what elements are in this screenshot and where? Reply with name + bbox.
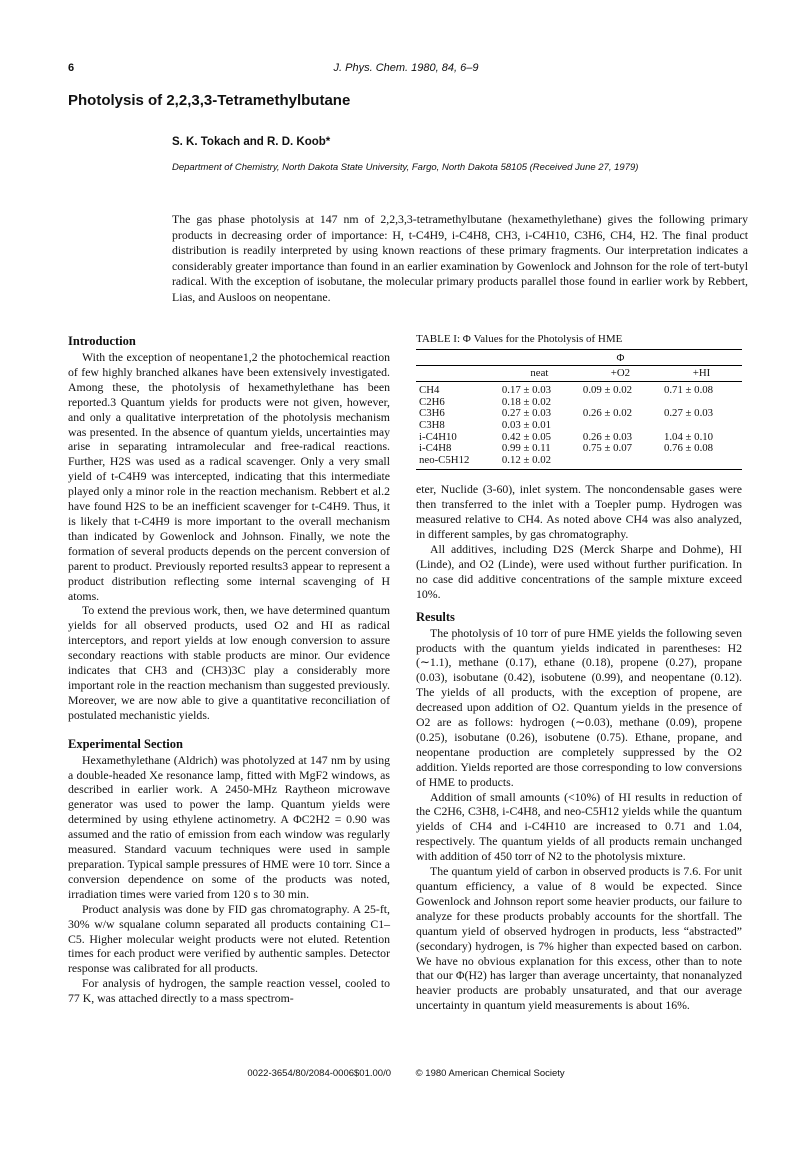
table-cell: 0.26 ± 0.02: [582, 407, 633, 420]
table-cell-product: CH4: [419, 384, 440, 397]
table-cell: [580, 420, 661, 432]
table-cell-product: C3H6: [419, 407, 445, 420]
experimental-paragraph-4: eter, Nuclide (3-60), inlet system. The noncondensable gases were then transferred to the inlet with a Toepler pump. Hydrogen was measured relative to CH4. As noted above CH4 was also analyzed, in different samples, by gas chromatography.: [416, 482, 742, 542]
table-cell: 0.71 ± 0.08: [663, 384, 714, 397]
results-paragraph-1: The photolysis of 10 torr of pure HME yields the following seven products with the quantum yields indicated in parentheses: H2 (∼1.1), methane (0.17), ethane (0.18), propene (0.27), propane (0.03), isobutane (0.42), isobutene (0.99), and neopentane (0.12). The yields of all products, with the exception of propene, are decreased upon addition of O2. Quantum yields in the presence of O2 are as follows: hydrogen (∼0.03), methane (0.09), propene (0.25), isobutane (0.26), isobutene (0.75). Ethane, propane, and neopentane production are completely suppressed by the O2 addition. Yields reported are those corresponding to low conversions of HME to products.: [416, 625, 742, 789]
journal-citation: J. Phys. Chem. 1980, 84, 6–9: [333, 62, 479, 74]
table-column-header: +HI: [661, 365, 742, 382]
table-row: [416, 443, 742, 455]
table-cell: 0.09 ± 0.02: [582, 384, 633, 397]
article-title: Photolysis of 2,2,3,3-Tetramethylbutane: [68, 92, 351, 109]
table-cell-product: i-C4H10: [419, 430, 457, 443]
affiliation: Department of Chemistry, North Dakota State University, Fargo, North Dakota 58105 (Received June 27, 1979): [172, 162, 639, 173]
results-paragraph-2: Addition of small amounts (<10%) of HI results in reduction of the C2H6, C3H8, i-C4H8, and neo-C5H12 yields while the quantum yields of CH4 and i-C4H10 are increased to 0.71 and 1.04, respectively. The quantum yields of all products remain unchanged with addition of 450 torr of N2 to the photolysis mixture.: [416, 789, 742, 864]
intro-paragraph-1: With the exception of neopentane1,2 the photochemical reaction of few highly branched alkanes have been extensively investigated. Among these, the photolysis of hexamethylethane has been reported.3 Quantum yields for products were not given, however, and only a qualitative interpretation of the photolysis mechanism was presented. In the absence of quantum yields, uncertainties may arise in separating intramolecular and free-radical reactions. Further, H2S was used as a radical scavenger. Only a very small yield of t-C4H9 was intercepted, indicating that this intermediate played only a minor role in the reaction mechanism. Rebbert et al.2 have found H2S to be an inefficient scavenger for t-C4H9. Thus, it is likely that t-C4H9 is more important to the overall mechanism than indicated by Gowenlock and Johnson. Finally, we note the formation of several products depends on the percent conversion of parent to product. Previously reported results3 appear to represent a product distribution reflecting some internal scavenging of H atoms.: [68, 350, 390, 603]
table-cell: 0.75 ± 0.07: [582, 442, 633, 455]
table-cell: 0.18 ± 0.02: [501, 395, 552, 408]
table-row: [416, 382, 742, 397]
results-paragraph-3: The quantum yield of carbon in observed products is 7.6. For unit quantum efficiency, a value of 8 would be expected. Since Gowenlock and Johnson report some heavier products, our failure to analyze for these products probably accounts for the shortfall. The quantum yield of observed hydrogen in products, less “abstracted” (secondary) hydrogen, is 7% higher than expected based on carbon. We have no obvious explanation for this excess, other than to note that our Φ(H2) has larger than average uncertainty, that nonanalyzed heavier products are probably unsaturated, and that our average uncertainty in quantum yield measurements is about 16%.: [416, 864, 742, 1013]
left-column: [68, 332, 390, 1006]
table-cell: [580, 455, 661, 470]
table-column-header: +O2: [580, 365, 661, 382]
running-header: [68, 62, 744, 78]
experimental-paragraph-5: All additives, including D2S (Merck Sharpe and Dohme), HI (Linde), and O2 (Linde), were used without further purification. In no case did additive concentrations of the sample mixture exceed 10%.: [416, 541, 742, 601]
table-cell: 0.27 ± 0.03: [663, 407, 714, 420]
table-group-header: Φ: [499, 350, 742, 366]
right-column: [416, 332, 742, 1013]
article-code: 0022-3654/80/2084-0006$01.00/0: [247, 1068, 391, 1079]
results-heading: Results: [416, 609, 455, 624]
table-column-header: neat: [499, 365, 580, 382]
table-cell: [661, 420, 742, 432]
table-cell: 0.12 ± 0.02: [499, 455, 580, 470]
experimental-paragraph-2: Product analysis was done by FID gas chromatography. A 25-ft, 30% w/w squalane column separated all products containing C1–C5. Higher molecular weight products were not eluted. Retention times for each product were verified by authentic samples. Detector response was calibrated for all products.: [68, 901, 390, 976]
table-cell: 0.99 ± 0.11: [501, 442, 551, 455]
table-cell-product: i-C4H8: [419, 442, 452, 455]
table-row: [416, 455, 742, 470]
table-cell: [661, 455, 742, 470]
intro-heading: Introduction: [68, 334, 136, 348]
table-cell: 0.17 ± 0.03: [501, 384, 552, 397]
experimental-paragraph-3: For analysis of hydrogen, the sample reaction vessel, cooled to 77 K, was attached directly to a mass spectrom-: [68, 976, 390, 1006]
quantum-yield-table: [416, 349, 742, 470]
page-number: 6: [68, 62, 75, 74]
experimental-paragraph-1: Hexamethylethane (Aldrich) was photolyzed at 147 nm by using a double-headed Xe resonance lamp, fitted with MgF2 windows, as described in earlier work. A 2450-MHz Raytheon microwave generator was used to power the lamp. Quantum yields were determined by using ethylene actinometry. A ΦC2H2 = 0.90 was assumed and the ratio of emission from each window was regularly measured. Standard vacuum techniques were used in sample preparation. Typical sample pressures of HME were 10 torr. Since a conversion dependence on some of the products was noted, irradiation times were varied from 120 s to 30 min.: [68, 752, 390, 901]
abstract: The gas phase photolysis at 147 nm of 2,2,3,3-tetramethylbutane (hexamethylethane) gives the following primary products in decreasing order of importance: H, t-C4H9, i-C4H8, CH3, i-C4H10, C3H6, CH4, H2. The final product distribution is readily interpreted by using known reactions of these primary fragments. Our interpretation indicates a considerably greater importance than found in an earlier examination by Gowenlock and Johnson for the role of tert-butyl radical. With the exception of isobutane, the molecular primary products parallel those found in earlier work by Rebbert, Lias, and Ausloos on neopentane.: [172, 212, 748, 304]
table-cell-product: C3H8: [419, 418, 445, 431]
table-cell-product: neo-C5H12: [416, 455, 499, 470]
intro-paragraph-2: To extend the previous work, then, we have determined quantum yields for all observed products, used O2 and HI as radical interceptors, and report yields at low enough conversion to assure secondary reactions with stable products are minor. Our evidence indicates that CH3 and (CH3)3C play a considerably more important role in the reaction mechanism than suggested previously. Moreover, we are now able to give a quantitative reconciliation of postulated mechanistic yields.: [68, 603, 390, 722]
table-cell-product: C2H6: [419, 395, 445, 408]
table-cell: 0.42 ± 0.05: [501, 430, 552, 443]
author-list: S. K. Tokach and R. D. Koob*: [172, 136, 331, 148]
table-row: [416, 408, 742, 420]
table-row: [416, 420, 742, 432]
table-cell: 0.03 ± 0.01: [501, 418, 552, 431]
table-caption: TABLE I: Φ Values for the Photolysis of HME: [416, 333, 623, 345]
page-footer: [68, 1068, 744, 1079]
table-corner: [416, 350, 499, 366]
copyright-notice: © 1980 American Chemical Society: [415, 1068, 565, 1079]
table-cell: 0.27 ± 0.03: [501, 407, 552, 420]
table-cell: 0.26 ± 0.03: [582, 430, 633, 443]
table-corner-sub: [416, 365, 499, 382]
experimental-heading: Experimental Section: [68, 736, 183, 751]
table-cell: 0.76 ± 0.08: [663, 442, 714, 455]
table-cell: 1.04 ± 0.10: [663, 430, 714, 443]
